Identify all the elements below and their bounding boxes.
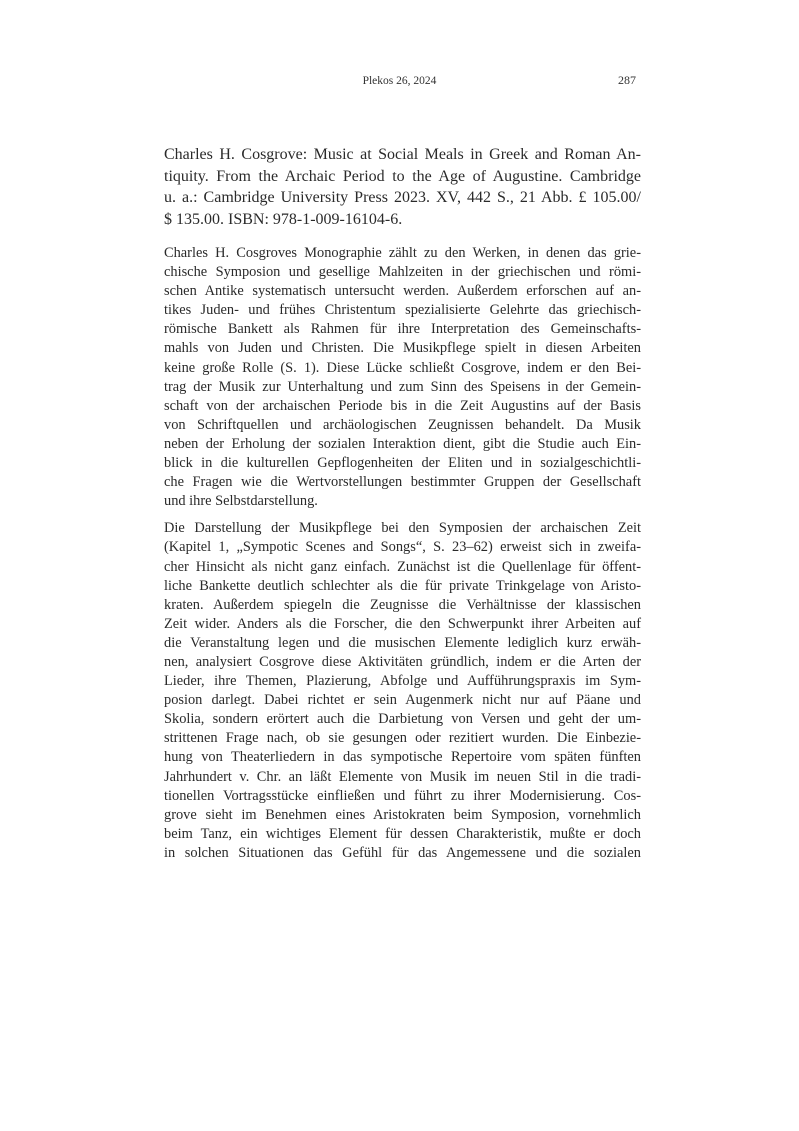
paragraph: [164, 244, 641, 511]
text-line: kraten. Außerdem spiegeln die Zeugnisse die Verhältnisse der klassischen: [164, 596, 641, 613]
text-line: posion darlegt. Dabei richtet er sein Augenmerk nicht nur auf Päane und: [164, 692, 641, 709]
text-line: che Fragen wie die Wertvorstellungen bestimmter Gruppen der Gesellschaft: [164, 474, 641, 491]
heading-line: u. a.: Cambridge University Press 2023. XV, 442 S., 21 Abb. £ 105.00/: [164, 189, 641, 206]
text-line: schen Antike systematisch untersucht werden. Außerdem erforschen auf an-: [164, 283, 641, 300]
text-line: cher Hinsicht als nicht ganz einfach. Zunächst ist die Quellenlage für öffent-: [164, 558, 641, 575]
text-line: Lieder, ihre Themen, Plazierung, Abfolge und Aufführungspraxis im Sym-: [164, 673, 641, 690]
review-body: [164, 244, 641, 871]
running-head: Plekos 26, 2024: [362, 75, 437, 87]
text-line: liche Bankette deutlich schlechter als die für private Trinkgelage von Aristo-: [164, 577, 641, 594]
page-number: 287: [618, 73, 636, 87]
text-line: mahls von Juden und Christen. Die Musikpflege spielt in diesen Arbeiten: [164, 340, 641, 357]
text-line: beim Tanz, ein wichtiges Element für dessen Charakteristik, mußte er doch: [164, 825, 641, 842]
text-line: Skolia, sondern erörtert auch die Darbietung von Versen und geht der um-: [164, 711, 641, 728]
text-line: in solchen Situationen das Gefühl für das Angemessene und die sozialen: [164, 844, 641, 861]
text-line: Charles H. Cosgroves Monographie zählt zu den Werken, in denen das grie-: [164, 245, 641, 261]
text-line: hung von Theaterliedern in das sympotische Repertoire vom späten fünften: [164, 749, 641, 766]
heading-line: $ 135.00. ISBN: 978-1-009-16104-6.: [164, 210, 403, 228]
text-line: Jahrhundert v. Chr. an läßt Elemente von Musik im neuen Stil in die tradi-: [164, 768, 641, 785]
text-line: Die Darstellung der Musikpflege bei den Symposien der archaischen Zeit: [164, 520, 641, 537]
text-line: blick in die kulturellen Gepflogenheiten der Eliten und in sozialgeschichtli-: [164, 455, 641, 472]
review-heading: [164, 144, 641, 230]
text-line: und ihre Selbstdarstellung.: [164, 493, 318, 510]
text-line: chische Symposion und gesellige Mahlzeiten in der griechischen und römi-: [164, 264, 641, 281]
text-line: die Veranstaltung legen und die musischen Elemente lediglich kurz erwäh-: [164, 634, 641, 651]
heading-line: tiquity. From the Archaic Period to the Age of Augustine. Cambridge: [164, 167, 641, 185]
text-line: trag der Musik zur Unterhaltung und zum Sinn des Speisens in der Gemein-: [164, 378, 641, 395]
text-line: (Kapitel 1, „Sympotic Scenes and Songs“, S. 23–62) erweist sich in zweifa-: [164, 539, 641, 556]
paragraph: [164, 519, 641, 863]
text-line: keine große Rolle (S. 1). Diese Lücke schließt Cosgrove, indem er den Bei-: [164, 359, 641, 376]
text-line: neben der Erholung der sozialen Interaktion dient, gibt die Studie auch Ein-: [164, 435, 641, 452]
text-line: tionellen Vortragsstücke einfließen und führt zu ihrer Modernisierung. Cos-: [164, 787, 641, 804]
text-line: nen, analysiert Cosgrove diese Aktivitäten gründlich, indem er die Arten der: [164, 653, 641, 670]
text-line: tikes Juden- und frühes Christentum spezialisierte Gelehrte das griechisch-: [164, 302, 641, 319]
heading-line: Charles H. Cosgrove: Music at Social Meals in Greek and Roman An-: [164, 146, 641, 163]
text-line: strittenen Frage nach, ob sie gesungen oder rezitiert wurden. Die Einbezie-: [164, 730, 641, 747]
text-line: schaft von der archaischen Periode bis in die Zeit Augustins auf der Basis: [164, 397, 641, 414]
text-line: römische Bankett als Rahmen für ihre Interpretation des Gemeinschafts-: [164, 321, 641, 338]
text-line: grove sieht im Benehmen eines Aristokraten beim Symposion, vornehmlich: [164, 806, 641, 823]
text-line: von Schriftquellen und archäologischen Zeugnissen behandelt. Da Musik: [164, 416, 641, 433]
text-line: Zeit wider. Anders als die Forscher, die den Schwerpunkt ihrer Arbeiten auf: [164, 615, 641, 632]
